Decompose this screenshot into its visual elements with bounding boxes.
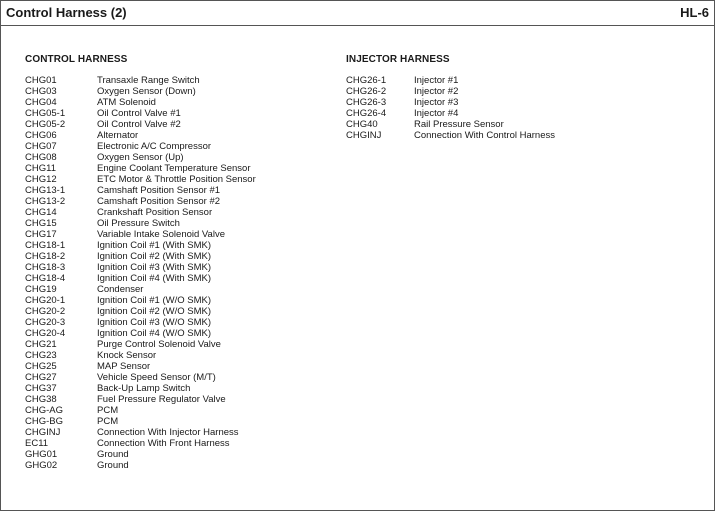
page-title: Control Harness (2) — [6, 5, 127, 20]
connector-row — [25, 108, 256, 119]
connector-code: CHGINJ — [25, 427, 61, 438]
connector-description: Variable Intake Solenoid Valve — [97, 229, 225, 240]
connector-description: Vehicle Speed Sensor (M/T) — [97, 372, 216, 383]
connector-code: CHG18-3 — [25, 262, 66, 273]
connector-row — [25, 97, 256, 108]
connector-code: CHG13-1 — [25, 185, 66, 196]
connector-row — [25, 317, 256, 328]
connector-description: Connection With Control Harness — [414, 130, 555, 141]
connector-code: CHG04 — [25, 97, 57, 108]
connector-code: CHG18-1 — [25, 240, 66, 251]
connector-code: GHG01 — [25, 449, 58, 460]
connector-description: Engine Coolant Temperature Sensor — [97, 163, 251, 174]
connector-code: CHG23 — [25, 350, 57, 361]
connector-description: Injector #3 — [414, 97, 459, 108]
connector-code: CHG08 — [25, 152, 57, 163]
connector-code: CHG-BG — [25, 416, 63, 427]
connector-description: Transaxle Range Switch — [97, 75, 200, 86]
connector-row — [25, 207, 256, 218]
connector-code: CHG38 — [25, 394, 57, 405]
connector-row — [25, 361, 256, 372]
connector-description: Electronic A/C Compressor — [97, 141, 212, 152]
connector-row — [346, 86, 555, 97]
control-harness-title: CONTROL HARNESS — [25, 54, 128, 65]
connector-description: Oil Control Valve #1 — [97, 108, 181, 119]
connector-code: CHG26-3 — [346, 97, 387, 108]
connector-code: CHG26-1 — [346, 75, 387, 86]
connector-code: CHG20-4 — [25, 328, 66, 339]
connector-row — [346, 119, 555, 130]
connector-code: CHG05-1 — [25, 108, 66, 119]
connector-code: CHG14 — [25, 207, 57, 218]
connector-code: CHG20-1 — [25, 295, 66, 306]
injector-harness-title: INJECTOR HARNESS — [346, 54, 450, 65]
connector-row — [25, 152, 256, 163]
connector-description: Injector #4 — [414, 108, 459, 119]
connector-code: CHG25 — [25, 361, 57, 372]
connector-description: Oil Control Valve #2 — [97, 119, 181, 130]
connector-row — [25, 383, 256, 394]
connector-code: CHG18-2 — [25, 251, 66, 262]
connector-row — [25, 328, 256, 339]
connector-row — [25, 306, 256, 317]
connector-description: Condenser — [97, 284, 144, 295]
connector-description: Oxygen Sensor (Down) — [97, 86, 196, 97]
connector-row — [25, 185, 256, 196]
connector-code: CHG27 — [25, 372, 57, 383]
connector-code: CHG11 — [25, 163, 56, 174]
connector-description: Back-Up Lamp Switch — [97, 383, 191, 394]
connector-code: CHG37 — [25, 383, 57, 394]
connector-code: CHG-AG — [25, 405, 63, 416]
connector-code: CHG21 — [25, 339, 57, 350]
connector-row — [25, 427, 256, 438]
connector-row — [25, 460, 256, 471]
connector-row — [25, 86, 256, 97]
connector-row — [25, 163, 256, 174]
connector-code: CHG19 — [25, 284, 57, 295]
connector-code: CHG03 — [25, 86, 57, 97]
connector-code: CHG07 — [25, 141, 57, 152]
connector-description: Ignition Coil #3 (W/O SMK) — [97, 317, 212, 328]
connector-code: CHG20-3 — [25, 317, 66, 328]
connector-description: Ignition Coil #2 (With SMK) — [97, 251, 212, 262]
connector-description: Ignition Coil #4 (W/O SMK) — [97, 328, 212, 339]
connector-description: ETC Motor & Throttle Position Sensor — [97, 174, 256, 185]
page-number: HL-6 — [680, 5, 709, 20]
connector-code: CHG05-2 — [25, 119, 66, 130]
connector-row — [346, 108, 555, 119]
connector-row — [25, 240, 256, 251]
connector-row — [25, 273, 256, 284]
injector-harness-section — [346, 54, 555, 141]
connector-row — [25, 196, 256, 207]
control-harness-list — [25, 75, 256, 471]
connector-description: Oxygen Sensor (Up) — [97, 152, 184, 163]
connector-code: CHG26-2 — [346, 86, 387, 97]
control-harness-section — [25, 54, 256, 471]
connector-description: Connection With Front Harness — [97, 438, 230, 449]
connector-description: Camshaft Position Sensor #2 — [97, 196, 221, 207]
connector-row — [25, 218, 256, 229]
connector-row — [25, 251, 256, 262]
connector-row — [25, 262, 256, 273]
connector-description: Ignition Coil #4 (With SMK) — [97, 273, 212, 284]
connector-row — [25, 130, 256, 141]
connector-description: Ignition Coil #2 (W/O SMK) — [97, 306, 212, 317]
connector-code: CHG40 — [346, 119, 378, 130]
connector-code: CHG12 — [25, 174, 57, 185]
connector-description: Injector #2 — [414, 86, 459, 97]
connector-row — [25, 75, 256, 86]
connector-code: CHG18-4 — [25, 273, 66, 284]
connector-row — [25, 174, 256, 185]
connector-row — [25, 229, 256, 240]
connector-row — [25, 449, 256, 460]
connector-description: Camshaft Position Sensor #1 — [97, 185, 221, 196]
connector-code: EC11 — [25, 438, 49, 449]
connector-row — [346, 75, 555, 86]
connector-row — [25, 295, 256, 306]
connector-description: Alternator — [97, 130, 139, 141]
connector-description: Ignition Coil #3 (With SMK) — [97, 262, 212, 273]
connector-description: Fuel Pressure Regulator Valve — [97, 394, 226, 405]
connector-row — [25, 339, 256, 350]
connector-code: CHG26-4 — [346, 108, 387, 119]
connector-description: Connection With Injector Harness — [97, 427, 239, 438]
connector-row — [25, 405, 256, 416]
connector-code: CHG20-2 — [25, 306, 66, 317]
connector-row — [346, 97, 555, 108]
connector-description: Oil Pressure Switch — [97, 218, 180, 229]
connector-description: Ground — [97, 449, 129, 460]
connector-row — [25, 416, 256, 427]
connector-row — [25, 372, 256, 383]
connector-code: CHGINJ — [346, 130, 382, 141]
connector-row — [25, 284, 256, 295]
connector-description: ATM Solenoid — [97, 97, 156, 108]
connector-code: CHG13-2 — [25, 196, 66, 207]
connector-description: MAP Sensor — [97, 361, 151, 372]
connector-row — [25, 394, 256, 405]
connector-description: Ignition Coil #1 (W/O SMK) — [97, 295, 212, 306]
connector-description: Knock Sensor — [97, 350, 157, 361]
connector-description: Crankshaft Position Sensor — [97, 207, 213, 218]
connector-description: Ground — [97, 460, 129, 471]
connector-row — [25, 119, 256, 130]
connector-row — [25, 350, 256, 361]
connector-row — [346, 130, 555, 141]
connector-description: Injector #1 — [414, 75, 459, 86]
connector-description: PCM — [97, 405, 119, 416]
connector-code: CHG01 — [25, 75, 57, 86]
connector-description: Ignition Coil #1 (With SMK) — [97, 240, 212, 251]
connector-code: CHG17 — [25, 229, 57, 240]
connector-code: CHG06 — [25, 130, 57, 141]
connector-row — [25, 438, 256, 449]
connector-code: GHG02 — [25, 460, 58, 471]
connector-description: Rail Pressure Sensor — [414, 119, 504, 130]
connector-code: CHG15 — [25, 218, 57, 229]
injector-harness-list — [346, 75, 555, 141]
connector-description: PCM — [97, 416, 119, 427]
connector-description: Purge Control Solenoid Valve — [97, 339, 221, 350]
page-header — [1, 1, 714, 26]
connector-row — [25, 141, 256, 152]
